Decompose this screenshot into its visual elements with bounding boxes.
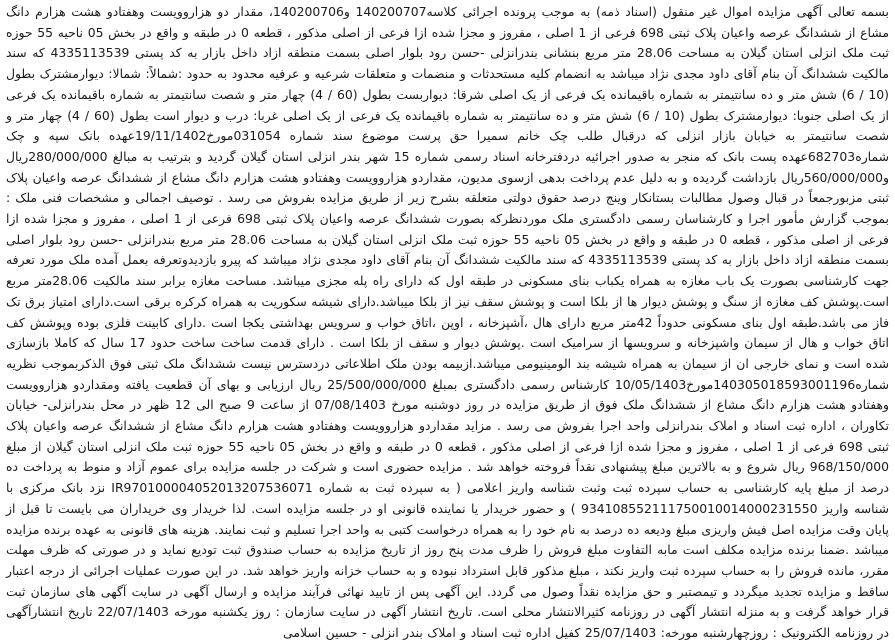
auction-notice-text [6,2,890,641]
notice-body: بسمه تعالی آگهی مزایده اموال غیر منقول (اسناد ذمه) به موجب پرونده اجرائی کلاسه140200707 و140200706، مقدار دو هزاروویست وهفتادو هشت هزارم دانگ مشاع از ششدانگ عرصه واعیان پلاک ثبتی 698 فرعی از 1 اصلی ، مفروز و مجزا شده ازا فرعی از اصلی مذکور ، قطعه 0 در طبقه و واقع در بخش 05 ناحیه 55 حوزه ثبت ملک انزلی استان گیلان به مساحت 28.06 متر مربع بنشانی بندرانزلی -حسن رود بلوار اصلی بسمت منطقه ازاد داخل بازار به کد پستی 4335113539 که سند مالکیت ششدانگ آن بنام آقای داود مجدی نژاد میباشد به انضمام کلیه مستحدثات و منضمات و متعلقات شرعیه و عرفیه محدود به حدود :شمالاً: شمالا: دیوارمشترک بطول (10 / 6) شش متر و ده سانتیمتر به شماره باقیمانده یک فرعی از یک اصلی شرقا: دیواربست بطول (60 / 4) چهار متر و شصت سانتیمتر به شماره باقیمانده یک فرعی از یک اصلی جنوبا: دیوارمشترک بطول (10 / 6) شش متر و ده سانتیمتر به شماره باقیمانده یک فرعی از یک اصلی غربا: درب و دیوار است بطول (60 / 4) چهار متر و شصت سانتیمتر به خیابان بازار انزلی که درقبال طلب چک خانم سمیرا حق پرست موضوع سند شماره 031054مورخ19/11/1402عهده بانک سپه و چک شماره682703عهده پست بانک که منجر به صدور اجرائیه دردفترخانه اسناد رسمی شماره 15 شهر بندر انزلی استان گیلان گردید و بترتیب به مبالغ 280/000/000ریال و560/000/000ریال بازداشت گردیده و به دلیل عدم پرداخت بدهی ازسوی مدیون، مقداردو هزاروویست وهفتادو هشت هزارم دانگ مشاع از ششدانگ عرصه واعیان پلاک ثبتی مزبورجمعاً در قبال وصول مطالبات بستانکار وینج درصد حقوق دولتی متعلقه بشرح زیر از طریق مزایده بفروش می رسد . توصیف اجمالی و مشخصات فنی ملک : بموجب گزارش مأمور اجرا و کارشناسان رسمی دادگستری ملک موردنظرکه بصورت ششدانگ عرصه واعیان پلاک ثبتی 698 فرعی از 1 اصلی ، مفروز و مجزا شده ازا فرعی از اصلی مذکور ، قطعه 0 در طبقه و واقع در بخش 05 ناحیه 55 حوزه ثبت ملک انزلی استان گیلان به مساحت 28.06 متر مربع بندرانزلی -حسن رود بلوار اصلی بسمت منطقه ازاد داخل بازار به کد پستی 4335113539 که سند مالکیت ششدانگ آن بنام آقای داود مجدی نژاد میباشد که پیرو بازدیدوتعرفه بعمل آمده ملک مورد تعرفه جهت کارشناسی بصورت یک باب مغازه به همراه یکباب بنای مسکونی در طبقه اول که دارای راه پله مجزی میباشد. مساحت مغازه برابر سند مالکیت 28.06متر مربع است.پوشش کف مغازه از سنگ و پوشش دیوار ها از بلکا است و پوشش سقف نیز از بلکا میباشد.دارای شیشه سکوریت به همراه کرکره برقی است.دارای امتیاز برق تک فاز می باشد.طبقه اول بنای مسکونی حدوداً 42متر مربع دارای هال ،آشپزخانه ، اوپن ،اتاق خواب و سرویس بهداشتی یکجا است .دارای کابینت فلزی بوده وپوشش کف اتاق خواب و هال از سیمان واشپزخانه و سرویسها از سرامیک است .پوشش دیوار و سقف از بلکا است . دارای قدمت ساخت ساخت حدود 17 سال که کاملا بازسازی شده است و نمای خارجی ان از سیمان به همراه شیشه بند الومینیومی میباشد.ازبیمه بودن ملک اطلاعاتی دردسترس نیست ششدانگ ملک ثبتی فوق الذکربموجب نظریه شماره140305018593001196مورخ10/05/1403 کارشناس رسمی دادگستری بمبلغ 25/500/000/000 ریال ارزیابی و بهای آن قطعیت یافته ومقداردو هزاروویست وهفتادو هشت هزارم دانگ مشاع از ششدانگ ملک فوق از طریق مزایده در روز دوشنبه مورخ 07/08/1403 از ساعت 9 صبح الی 12 ظهر در محل بندرانزلی- خیابان تکاوران ، اداره ثبت اسناد و املاک بندرانزلی واحد اجرا بفروش می رسد . مزاید مقداردو هزاروویست وهفتادو هشت هزارم دانگ مشاع از ششدانگ عرصه واعیان پلاک ثبتی 698 فرعی از 1 اصلی ، مفروز و مجزا شده ازا فرعی از اصلی مذکور ، قطعه 0 در طبقه و واقع در بخش 05 ناحیه 55 حوزه ثبت ملک انزلی استان گیلان از مبلغ 968/150/000 ریال شروع و به بالاترین مبلغ پیشنهادی نقداً فروخته خواهد شد . مزایده حضوری است و شرکت در جلسه مزایده برای عموم آزاد و منوط به پرداخت ده درصد از مبلغ پایه کارشناسی به حساب سپرده ثبت وثبت شناسه واریز اعلامی ( به سپرده ثبت به شماره IR970100004052013207536071 نزد بانک مرکزی با شناسه واریز 934108552111750010014000231550 ) و حضور خریدار یا نماینده قانونی او در جلسه مزایده است. لذا خریدار وی خریداران می بایست تا قبل از پایان وقت مزایده اصل فیش واریزی مبلغ ودیعه ده درصد به نام خود را به همراه درخواست کتبی به واحد اجرا تسلیم و ثبت نمایند. هزینه های قانونی به عهده برنده مزایده میباشد .ضمنا برنده مزایده مکلف است مابه التفاوت مبلغ فروش را ظرف مدت پنج روز از تاریخ مزایده به حساب صندوق ثبت تودیع نماید و در صورتی که ظرف مهلت مقرر، مانده فروش را به حساب سپرده ثبت واریز نکند ، مبلغ مذکور قابل استرداد نبوده و به حساب خزانه واریز خواهد شد. در این صورت عملیات اجرائی از درجه اعتبار ساقط و مزایده تجدید میگردد و تیمصتبر و حق مزایده نقداً وصول می گردد. این آگهی پس از تایید نهائی فرآیند مزایده و ارسال آگهی در سایت آگهی های سازمان ثبت قرار خواهد گرفت و به منزله انتشار آگهی در روزنامه کثیرالانتشار محلی است. تاریخ انتشار آگهی در سایت سازمان : روز یکشنبه مورخه 22/07/1403 تاریخ انتشارآگهی در روزنامه الکترونیک : روزچهارشنبه مورخه: 25/07/1403 کفیل اداره ثبت اسناد و املاک بندر انزلی - حسین اسلامی [6,4,890,641]
